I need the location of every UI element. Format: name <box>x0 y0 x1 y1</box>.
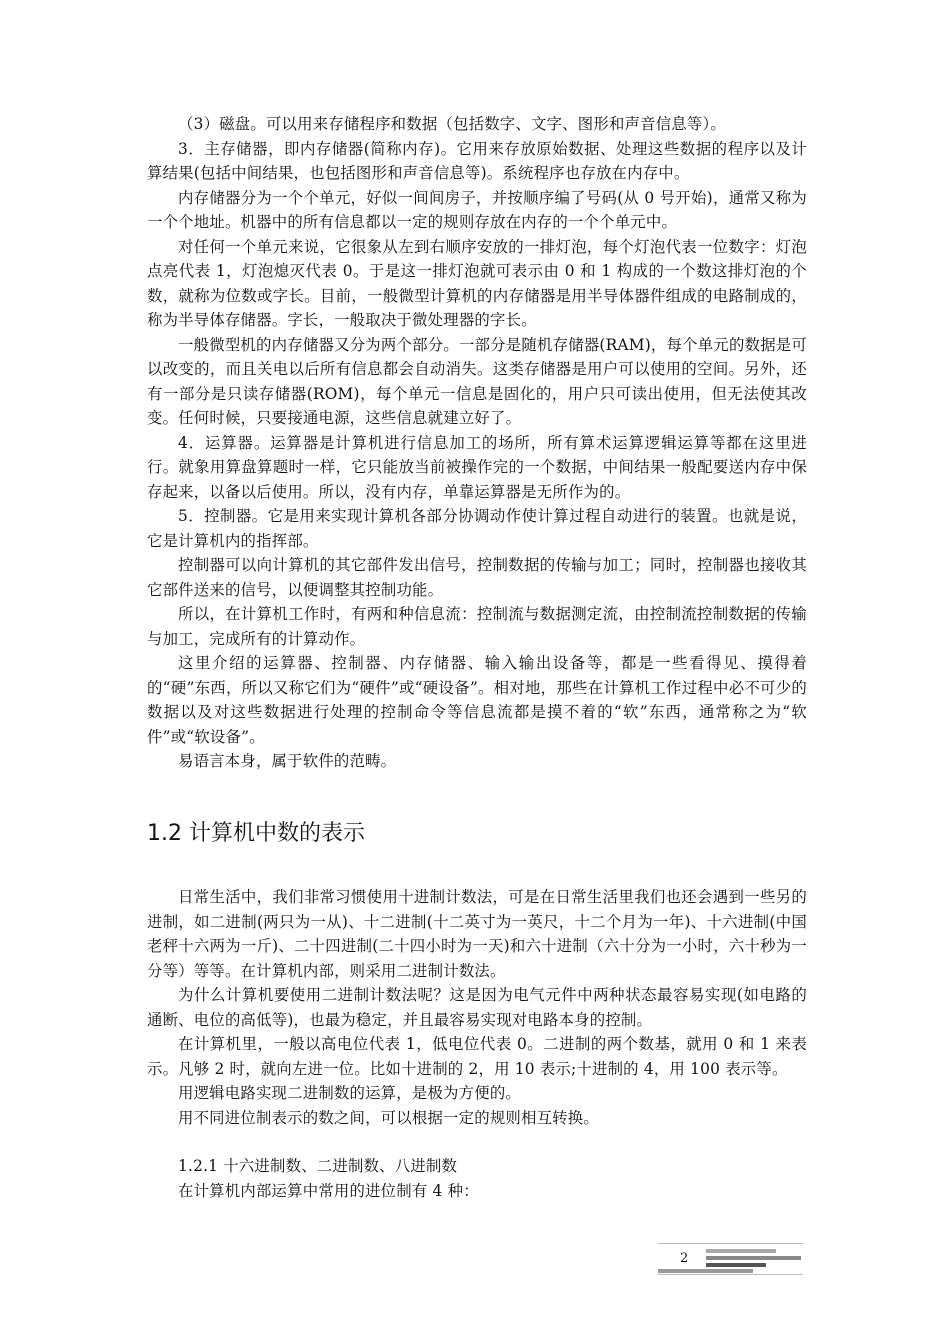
body-text-bottom <box>147 885 807 1203</box>
paragraph-binary-digits: 在计算机里，一般以高电位代表 1，低电位代表 0。二进制的两个数基，就用 0 和 1 来表示。凡够 2 时，就向左进一位。比如十进制的 2，用 10 表示;十进制的 4，用 100 表示等。 <box>147 1035 807 1078</box>
footer-rule <box>658 1243 803 1244</box>
paragraph-number-systems: 日常生活中，我们非常习惯使用十进制计数法，可是在日常生活里我们也还会遇到一些另的进制，如二进制(两只为一从)、十二进制(十二英寸为一英尺，十二个月为一年)、十六进制(中国老秤十六两为一斤)、二十四进制(二十四小时为一天)和六十进制（六十分为一小时，六十秒为一分等）等等。在计算机内部，则采用二进制计数法。 <box>147 888 807 980</box>
paragraph-why-binary: 为什么计算机要使用二进制计数法呢？这是因为电气元件中两种状态最容易实现(如电路的通断、电位的高低等)，也最为稳定，并且最容易实现对电路本身的控制。 <box>147 986 807 1029</box>
paragraph-controller-signals: 控制器可以向计算机的其它部件发出信号，控制数据的传输与加工；同时，控制器也接收其它部件送来的信号，以便调整其控制功能。 <box>147 556 807 599</box>
paragraph-hardware-software: 这里介绍的运算器、控制器、内存储器、输入输出设备等，都是一些看得见、摸得着的“硬”东西，所以又称它们为“硬件”或“硬设备”。相对地，那些在计算机工作过程中必不可少的数据以及对这些数据进行处理的控制命令等信息流都是摸不着的“软”东西，通常称之为“软件”或“软设备”。 <box>147 654 807 746</box>
paragraph-logic-circuits: 用逻辑电路实现二进制数的运算，是极为方便的。 <box>178 1084 521 1102</box>
section-heading: 1.2 计算机中数的表示 <box>147 821 365 846</box>
paragraph-main-memory: 3．主存储器，即内存储器(简称内存)。它用来存放原始数据、处理这些数据的程序以及计算结果(包括中间结果，也包括图形和声音信息等)。系统程序也存放在内存中。 <box>147 139 807 182</box>
paragraph-four-bases: 在计算机内部运算中常用的进位制有 4 种： <box>178 1181 479 1200</box>
page-number: 2 <box>680 1251 689 1266</box>
body-text-top <box>147 112 807 774</box>
paragraph-disk: （3）磁盘。可以用来存储程序和数据（包括数字、文字、图形和声音信息等）。 <box>178 115 726 133</box>
paragraph-alu: 4．运算器。运算器是计算机进行信息加工的场所，所有算术运算逻辑运算等都在这里进行。就象用算盘算题时一样，它只能放当前被操作完的一个数据，中间结果一般配要送内存中保存起来，以备以后使用。所以，没有内存，单靠运算器是无所作为的。 <box>147 433 807 501</box>
paragraph-controller: 5．控制器。它是用来实现计算机各部分协调动作使计算过程自动进行的装置。也就是说，它是计算机内的指挥部。 <box>147 507 807 550</box>
paragraph-easy-language: 易语言本身，属于软件的范畴。 <box>178 752 397 770</box>
paragraph-conversion: 用不同进位制表示的数之间，可以根据一定的规则相互转换。 <box>178 1108 599 1127</box>
footer-decoration <box>706 1263 766 1267</box>
footer-decoration <box>658 1269 753 1273</box>
page-footer <box>658 1243 803 1277</box>
footer-decoration <box>706 1249 776 1253</box>
paragraph-memory-units: 内存储器分为一个个单元，好似一间间房子，并按顺序编了号码(从 0 号开始)，通常又称为一个个地址。机器中的所有信息都以一定的规则存放在内存的一个个单元中。 <box>147 188 807 231</box>
paragraph-info-flow: 所以，在计算机工作时，有两和种信息流：控制流与数据测定流，由控制流控制数据的传输与加工，完成所有的计算动作。 <box>147 605 807 648</box>
subsection-heading: 1.2.1 十六进制数、二进制数、八进制数 <box>178 1157 458 1175</box>
footer-rule <box>658 1274 803 1275</box>
paragraph-light-bulbs: 对任何一个单元来说，它很象从左到右顺序安放的一排灯泡，每个灯泡代表一位数字：灯泡点亮代表 1，灯泡熄灭代表 0。于是这一排灯泡就可表示由 0 和 1 构成的一个数这排灯泡的个数，就称为位数或字长。目前，一般微型计算机的内存储器是用半导体器件组成的电路制成的，称为半导体存储器。字长，一般取决于微处理器的字长。 <box>147 237 807 329</box>
footer-decoration <box>706 1256 801 1260</box>
paragraph-ram-rom: 一般微型机的内存储器又分为两个部分。一部分是随机存储器(RAM)，每个单元的数据是可以改变的，而且关电以后所有信息都会自动消失。这类存储器是用户可以使用的空间。另外，还有一部分是只读存储器(ROM)，每个单元一信息是固化的，用户只可读出使用，但无法使其改变。任何时候，只要接通电源，这些信息就建立好了。 <box>147 335 807 427</box>
